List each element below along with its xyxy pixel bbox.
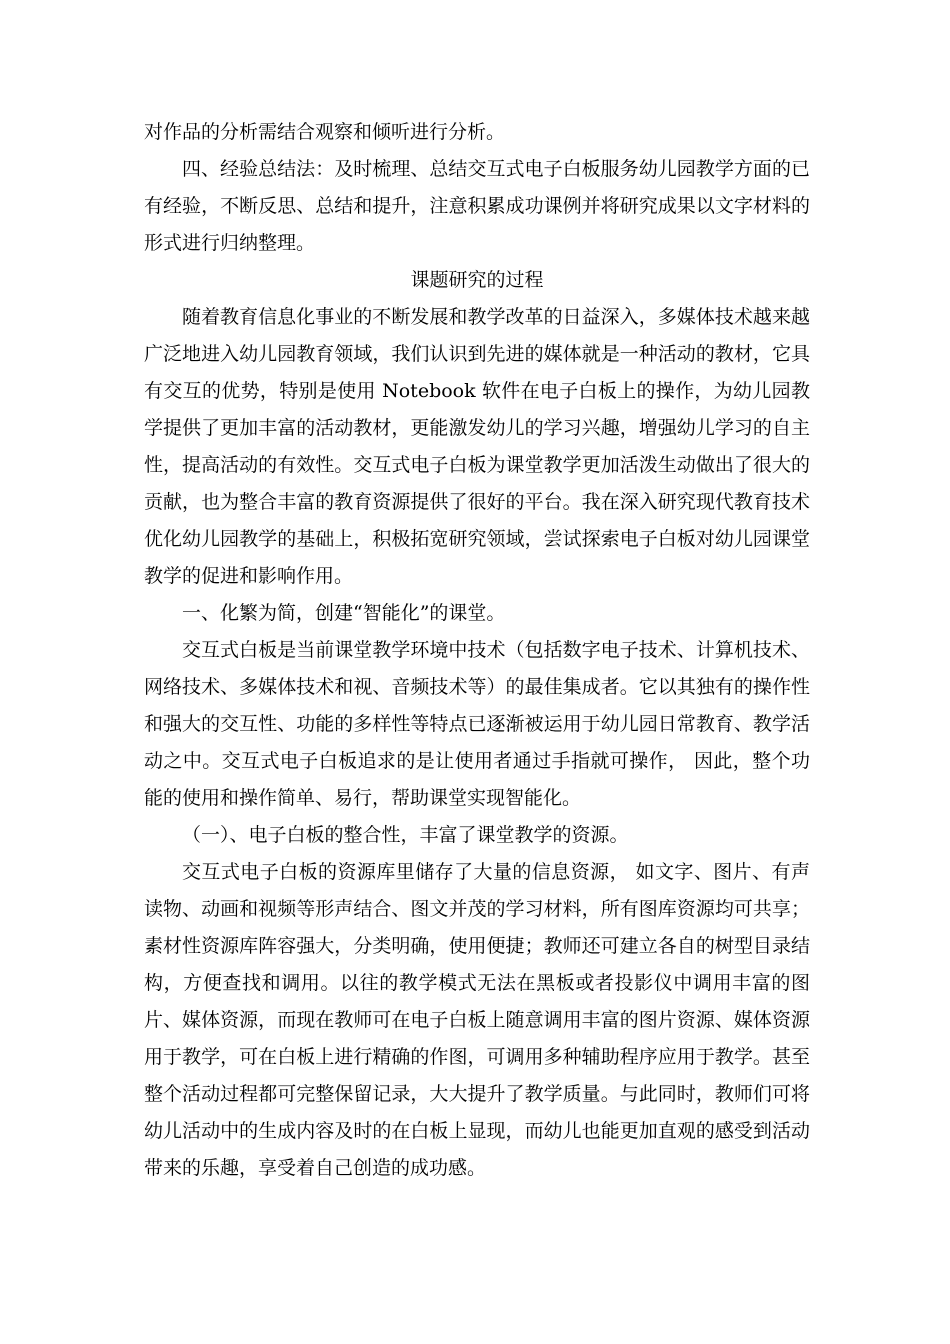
subheading-one-one: （一）、电子白板的整合性，丰富了课堂教学的资源。 [182,824,629,846]
paragraph-intro: 随着教育信息化事业的不断发展和教学改革的日益深入，多媒体技术越来越广泛地进入幼儿园教育领域，我们认识到先进的媒体就是一种活动的教材，它具有交互的优势，特别是使用 Notebook 软件在电子白板上的操作，为幼儿园教学提供了更加丰富的活动教材，更能激发幼儿的学习兴趣，增强幼儿学习的自主性，提高活动的有效性。交互式电子白板为课堂教学更加活泼生动做出了很大的贡献，也为整合丰富的教育资源提供了很好的平台。我在深入研究现代教育技术优化幼儿园教学的基础上，积极拓宽研究领域，尝试探索电子白板对幼儿园课堂教学的促进和影响作用。 [144,306,810,587]
section-heading: 课题研究的过程 [410,269,544,291]
document-body [144,114,810,1187]
paragraph-method-four: 四、经验总结法：及时梳理、总结交互式电子白板服务幼儿园教学方面的已有经验，不断反思、总结和提升，注意积累成功课例并将研究成果以文字材料的形式进行归纳整理。 [144,158,810,254]
paragraph-whiteboard: 交互式白板是当前课堂教学环境中技术（包括数字电子技术、计算机技术、网络技术、多媒体技术和视、音频技术等）的最佳集成者。它以其独有的操作性和强大的交互性、功能的多样性等特点已逐渐被运用于幼儿园日常教育、教学活动之中。交互式电子白板追求的是让使用者通过手指就可操作， 因此，整个功能的使用和操作简单、易行，帮助课堂实现智能化。 [144,639,810,809]
paragraph-resources: 交互式电子白板的资源库里储存了大量的信息资源， 如文字、图片、有声读物、动画和视频等形声结合、图文并茂的学习材料，所有图库资源均可共享；素材性资源库阵容强大，分类明确，使用便捷；教师还可建立各自的树型目录结构，方便查找和调用。以往的教学模式无法在黑板或者投影仪中调用丰富的图片、媒体资源，而现在教师可在电子白板上随意调用丰富的图片资源、媒体资源用于教学，可在白板上进行精确的作图，可调用多种辅助程序应用于教学。甚至整个活动过程都可完整保留记录，大大提升了教学质量。与此同时，教师们可将幼儿活动中的生成内容及时的在白板上显现，而幼儿也能更加直观的感受到活动带来的乐趣，享受着自己创造的成功感。 [144,861,810,1179]
paragraph-continuation: 对作品的分析需结合观察和倾听进行分析。 [144,121,506,143]
subheading-one: 一、化繁为简，创建“智能化”的课堂。 [182,602,506,624]
